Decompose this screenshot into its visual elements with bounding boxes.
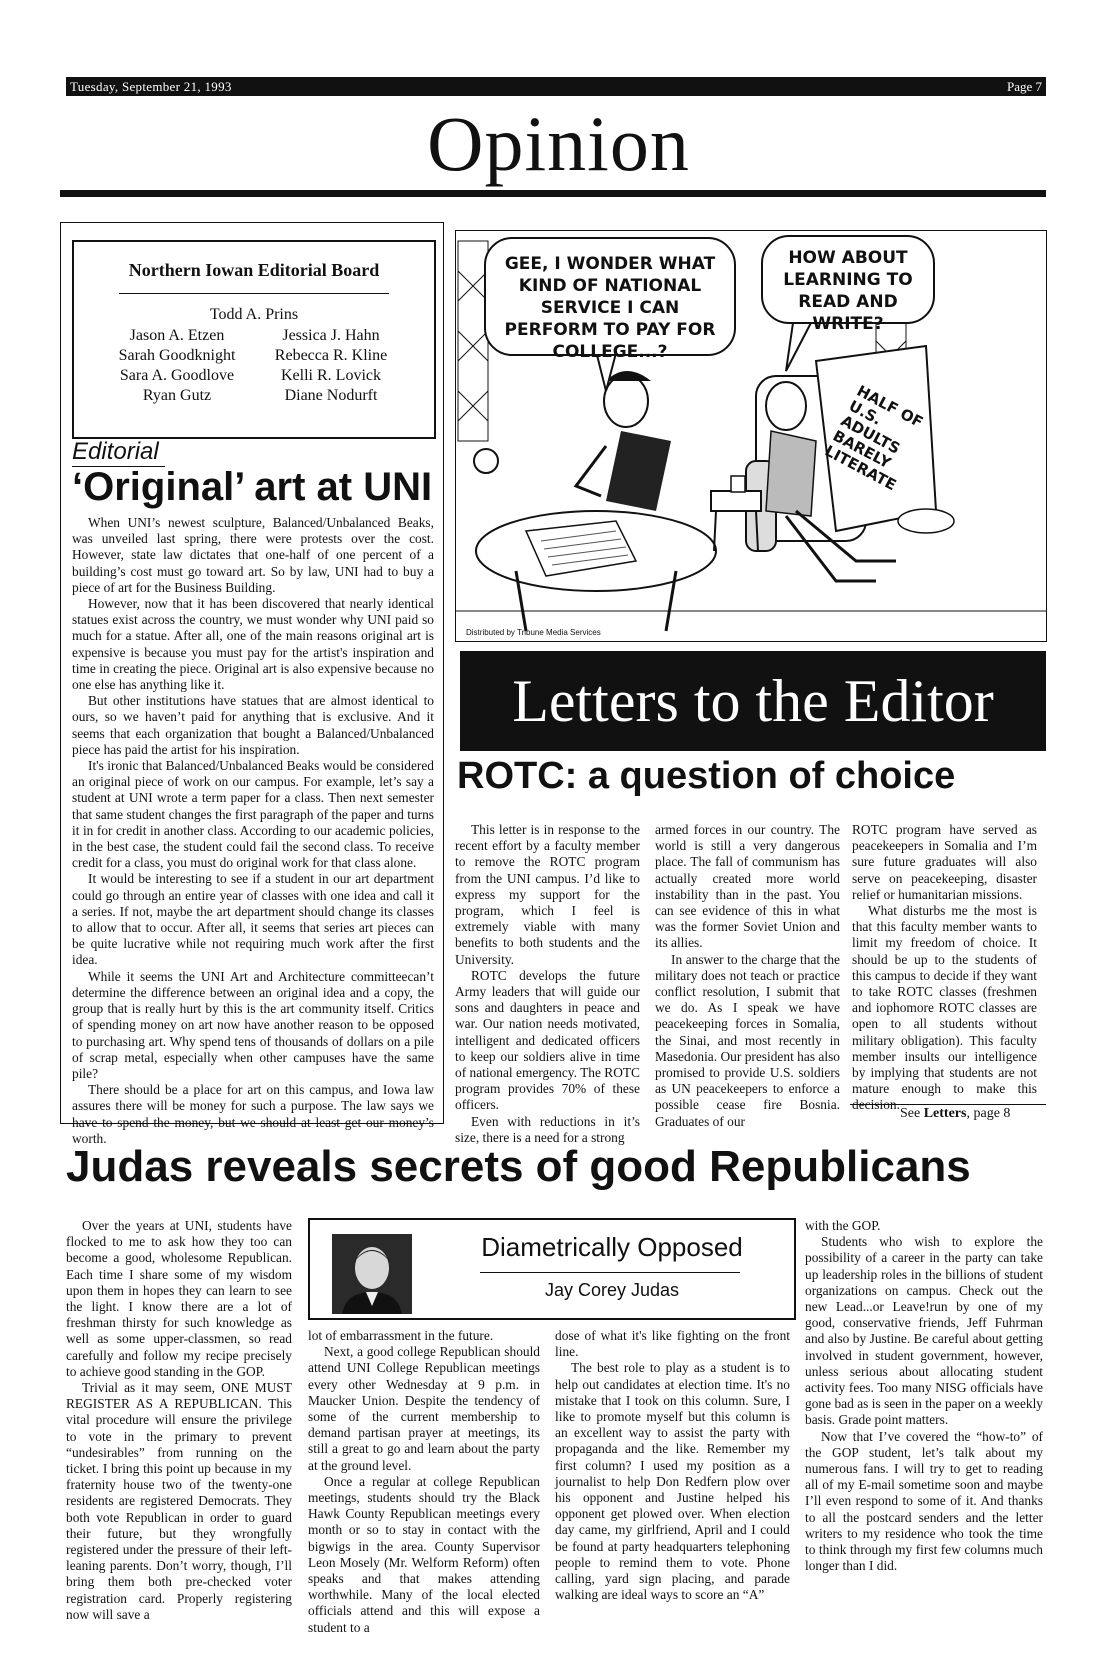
column-headline: Judas reveals secrets of good Republicans xyxy=(66,1142,971,1191)
continued-reference[interactable] xyxy=(900,1106,1010,1122)
column-paragraph: lot of embarrassment in the future. xyxy=(308,1328,494,1343)
editorial-paragraph: While it seems the UNI Art and Architecture committeecan’t determine the difference between an original idea and a copy, the group that is really hurt by this is the art community itself. Critics of spending money on art now have another reason to be opposed to purchasing art. Why spend tens of thousands of dollars on a pile of scrap metal, especially when other campuses have the same pile? xyxy=(72,968,434,1081)
letter-column-1 xyxy=(455,822,640,1145)
letter-paragraph: What disturbs me the most is that this faculty member wants to limit my freedom of choice. It should be up to the students of this campus to decide if they want to take ROTC classes (freshmen and iophomore ROTC classes are open to all students without military obligation). This faculty member insults our intelligence by implying that students are not mature enough to make this xyxy=(852,903,1037,1097)
column-series-title: Diametrically Opposed xyxy=(481,1232,743,1262)
board-member: Jason A. Etzen xyxy=(129,327,225,344)
column-paragraph: Students who wish to explore the possibility of a career in the party can take up leadership roles in the billions of student organizations on campus. Check out the new Lead...or Leave!run by one of my good, conservative friends, Jeff Fuhrman and also by Justine. Be careful about getting involved in student government, however, unless serious about allocating student activity fees. Too many NISG officials have gone bad as is seen in the paper on a weekly basis. Grade point matters. xyxy=(805,1234,1043,1428)
editorial-headline: ‘Original’ art at UNI xyxy=(72,465,433,509)
letter-column-2 xyxy=(655,822,840,1129)
author-photo xyxy=(332,1234,412,1314)
board-member: Sara A. Goodlove xyxy=(119,367,235,384)
column-text-3 xyxy=(555,1328,790,1663)
board-rule xyxy=(119,293,389,294)
cartoon-bubble-left xyxy=(484,237,736,362)
letter-paragraph: In answer to the charge that the military does not teach or practice conflict resolution, I submit that we do. As I speak we have peacekeeping forces in Somalia, the Sinai, and most recently in Masedonia. Our president has also promised to provide U.S. soldiers as UN peacekeepers to enforce a possible cease fire Bosnia. Graduates of our xyxy=(655,951,840,1129)
board-member: Sarah Goodknight xyxy=(118,347,236,364)
column-paragraph: dose of what it's like fighting on the front line. xyxy=(555,1328,790,1360)
cartoon-credit: Distributed by Tribune Media Services xyxy=(466,628,601,637)
column-paragraph: The best role to play as a student is to help out candidates at election time. It's no mistake that I took on this column. Sure, I like to promote myself but this column is an excellent way to assist the party with propaganda and the like. Remember my first column? I used my position as a journalist to help Don Redfern plow over his opponent and Justine helped his opponent get plowed over. When election day came, my girlfriend, April and I could be found at party headquarters telephoning people to remind them to vote. Phone calling, yard sign placing, and parade walking are ideal ways to score an “A” xyxy=(555,1360,790,1603)
header-bar xyxy=(66,77,1046,96)
column-paragraph: Next, a good college Republican should attend UNI College Republican meetings every other Wednesday at 9 p.m. in Maucker Union. Despite the tendency of some of the current membership to demand partisan prayer at meetings, its still a great to go and learn about the party at the ground level. xyxy=(308,1344,540,1473)
continued-prefix: See xyxy=(900,1106,924,1121)
board-title: Northern Iowan Editorial Board xyxy=(128,260,380,280)
cartoon-bubble-right xyxy=(761,235,935,334)
column-text-4 xyxy=(805,1218,1043,1663)
letter-paragraph: Even with reductions in it’s size, there is a need for a strong xyxy=(455,1113,640,1145)
issue-date: Tuesday, September 21, 1993 xyxy=(70,79,232,94)
political-cartoon xyxy=(455,230,1047,642)
cartoon-paper-headline: HALF OF U.S. ADULTS BARELY LITERATE xyxy=(821,381,927,495)
editorial-paragraph: It would be interesting to see if a student in our art department could go through an entire year of classes with one idea and call it a series. If not, maybe the art department should change its classes to allow that to occur. After all, it seems that series art pieces can be quite lucrative while not requiring much work after the first idea. xyxy=(72,871,434,968)
page-number: Page 7 xyxy=(1006,79,1042,94)
board-names-left xyxy=(102,326,252,406)
letter-paragraph: ROTC develops the future Army leaders that will guide our sons and daughters in peace and war. Our nation needs motivated, intelligent and dedicated officers to keep our soldiers alive in time of national emergency. The ROTC program provides 70% of these officers. xyxy=(455,967,640,1113)
board-member: Kelli R. Lovick xyxy=(281,367,381,384)
board-names xyxy=(74,324,434,406)
editorial-kicker: Editorial xyxy=(72,438,165,467)
cartoon-bubble-left-text: GEE, I WONDER WHAT KIND OF NATIONAL SERVICE I CAN PERFORM TO PAY FOR COLLEGE...? xyxy=(504,254,716,362)
letter-paragraph: This letter is in response to the recent effort by a faculty member to remove the ROTC program from the UNI campus. I’d like to express my support for the program, which I feel is extremely viable with many benefits to both students and the University. xyxy=(455,822,640,967)
author-photo-drawing xyxy=(332,1234,412,1314)
column-author: Jay Corey Judas xyxy=(544,1280,680,1300)
editorial-paragraph: When UNI’s newest sculpture, Balanced/Unbalanced Beaks, was unveiled last spring, there were protests over the cost. However, state law dictates that one-half of one percent of a building’s cost must go toward art. So by law, UNI had to buy a piece of art for the Business Building. xyxy=(72,515,434,595)
cartoon-bubble-right-text: HOW ABOUT LEARNING TO READ AND WRITE? xyxy=(783,248,913,334)
column-paragraph: Once a regular at college Republican meetings, students should try the Black Hawk County Republican meetings every month or so to stay in contact with the bigwigs in the area. County Supervisor Leon Mosely (Mr. Welform Reform) often speaks and that makes attending worthwhile. Many of the local elected officials attend and this will expose a student to a xyxy=(308,1473,540,1635)
letter-column-3 xyxy=(852,822,1037,1097)
editorial-paragraph: There should be a place for art on this campus, and Iowa law assures there will be money for such a purpose. The law says we have to spend the money, but we should at least get our money’s worth. xyxy=(72,1082,434,1146)
editorial-board-box xyxy=(72,240,436,439)
column-paragraph: with the GOP. xyxy=(805,1218,881,1233)
header-rule xyxy=(60,190,1046,197)
board-member: Diane Nodurft xyxy=(284,387,378,404)
board-chief: Todd A. Prins xyxy=(209,306,299,323)
column-paragraph: Over the years at UNI, students have flocked to me to ask how they too can become a good, wholesome Republican. Each time I share some of my wisdom upon them in hopes they can learn to see the light. I know there are a lot of freshman thirsty for such knowledge as well as some upper-classmen, so read carefully and follow my recipe precisely to achieve good standing in the GOP. xyxy=(66,1218,292,1379)
column-paragraph: Now that I’ve covered the “how-to” of the GOP student, let’s talk about my numerous fans. I will try to get to reading all of my E-mail sometime soon and maybe I’ll even respond to some of it. And thanks to all the postcard senders and the letter writers to my residence who took the time to think through my first few columns much longer than I did. xyxy=(805,1428,1043,1574)
editorial-paragraph: It's ironic that Balanced/Unbalanced Beaks would be considered an original piece of work on our campus. For example, let’s say a student at UNI wrote a term paper for a class. Then next semester that same student changes the first paragraph of the paper and turns it in for credit in another class. According to our academic policies, in the best case, the student could fail the second class. To receive credit for a class, you must do original work for that class alone. xyxy=(72,758,434,871)
board-member: Ryan Gutz xyxy=(142,387,212,404)
letters-banner: Letters to the Editor xyxy=(460,651,1046,751)
section-title: Opinion xyxy=(427,100,690,187)
editorial-paragraph: But other institutions have statues that are almost identical to ours, so we haven’t paid for anything that is exclusive. And it seems that each organization that bought a Balanced/Unbalanced piece has paid the artist for his inspiration. xyxy=(72,693,434,757)
continued-section: Letters xyxy=(923,1106,967,1121)
letter-headline: ROTC: a question of choice xyxy=(457,755,956,797)
board-names-right xyxy=(256,326,406,406)
column-text-2 xyxy=(308,1328,540,1663)
column-text-1 xyxy=(66,1218,292,1663)
board-member: Rebecca R. Kline xyxy=(274,347,388,364)
letter-paragraph: ROTC program have served as peacekeepers in Somalia and I’m sure future graduates will also serve on peacekeeping, disaster relief or humanitarian missions. xyxy=(852,822,1037,902)
editorial-paragraph: However, now that it has been discovered that nearly identical statues exist across the country, we must wonder why UNI paid so much for a statue. After all, one of the main reasons original art is expensive is because you must pay for the artist's inspiration and time in creating the piece. Original art is also expensive because no one else has anything like it. xyxy=(72,596,434,693)
continued-rule xyxy=(850,1104,1046,1105)
continued-suffix: , page 8 xyxy=(966,1106,1011,1121)
column-paragraph: Trivial as it may seem, ONE MUST REGISTER AS A REPUBLICAN. This vital procedure will ensure the privilege to vote in the primary to prevent “undesirables” from running on the ticket. I bring this point up because in my fraternity house two of the twenty-one residents are registered Democrats. They both vote Republican in order to guard their future, but they wrongfully registered under the pressure of their left-leaning parents. Don’t worry, though, I’ll bring them both pre-checked voter registration card. Properly registering now will save a xyxy=(66,1380,292,1622)
letter-paragraph: armed forces in our country. The world is still a very dangerous place. The fall of communism has actually created more world instability than in the past. You can see evidence of this in what was the former Soviet Union and its allies. xyxy=(655,822,840,951)
column-title-rule xyxy=(480,1272,740,1273)
column-title-box xyxy=(308,1218,796,1320)
board-member: Jessica J. Hahn xyxy=(282,327,380,344)
editorial-body xyxy=(72,515,434,1146)
